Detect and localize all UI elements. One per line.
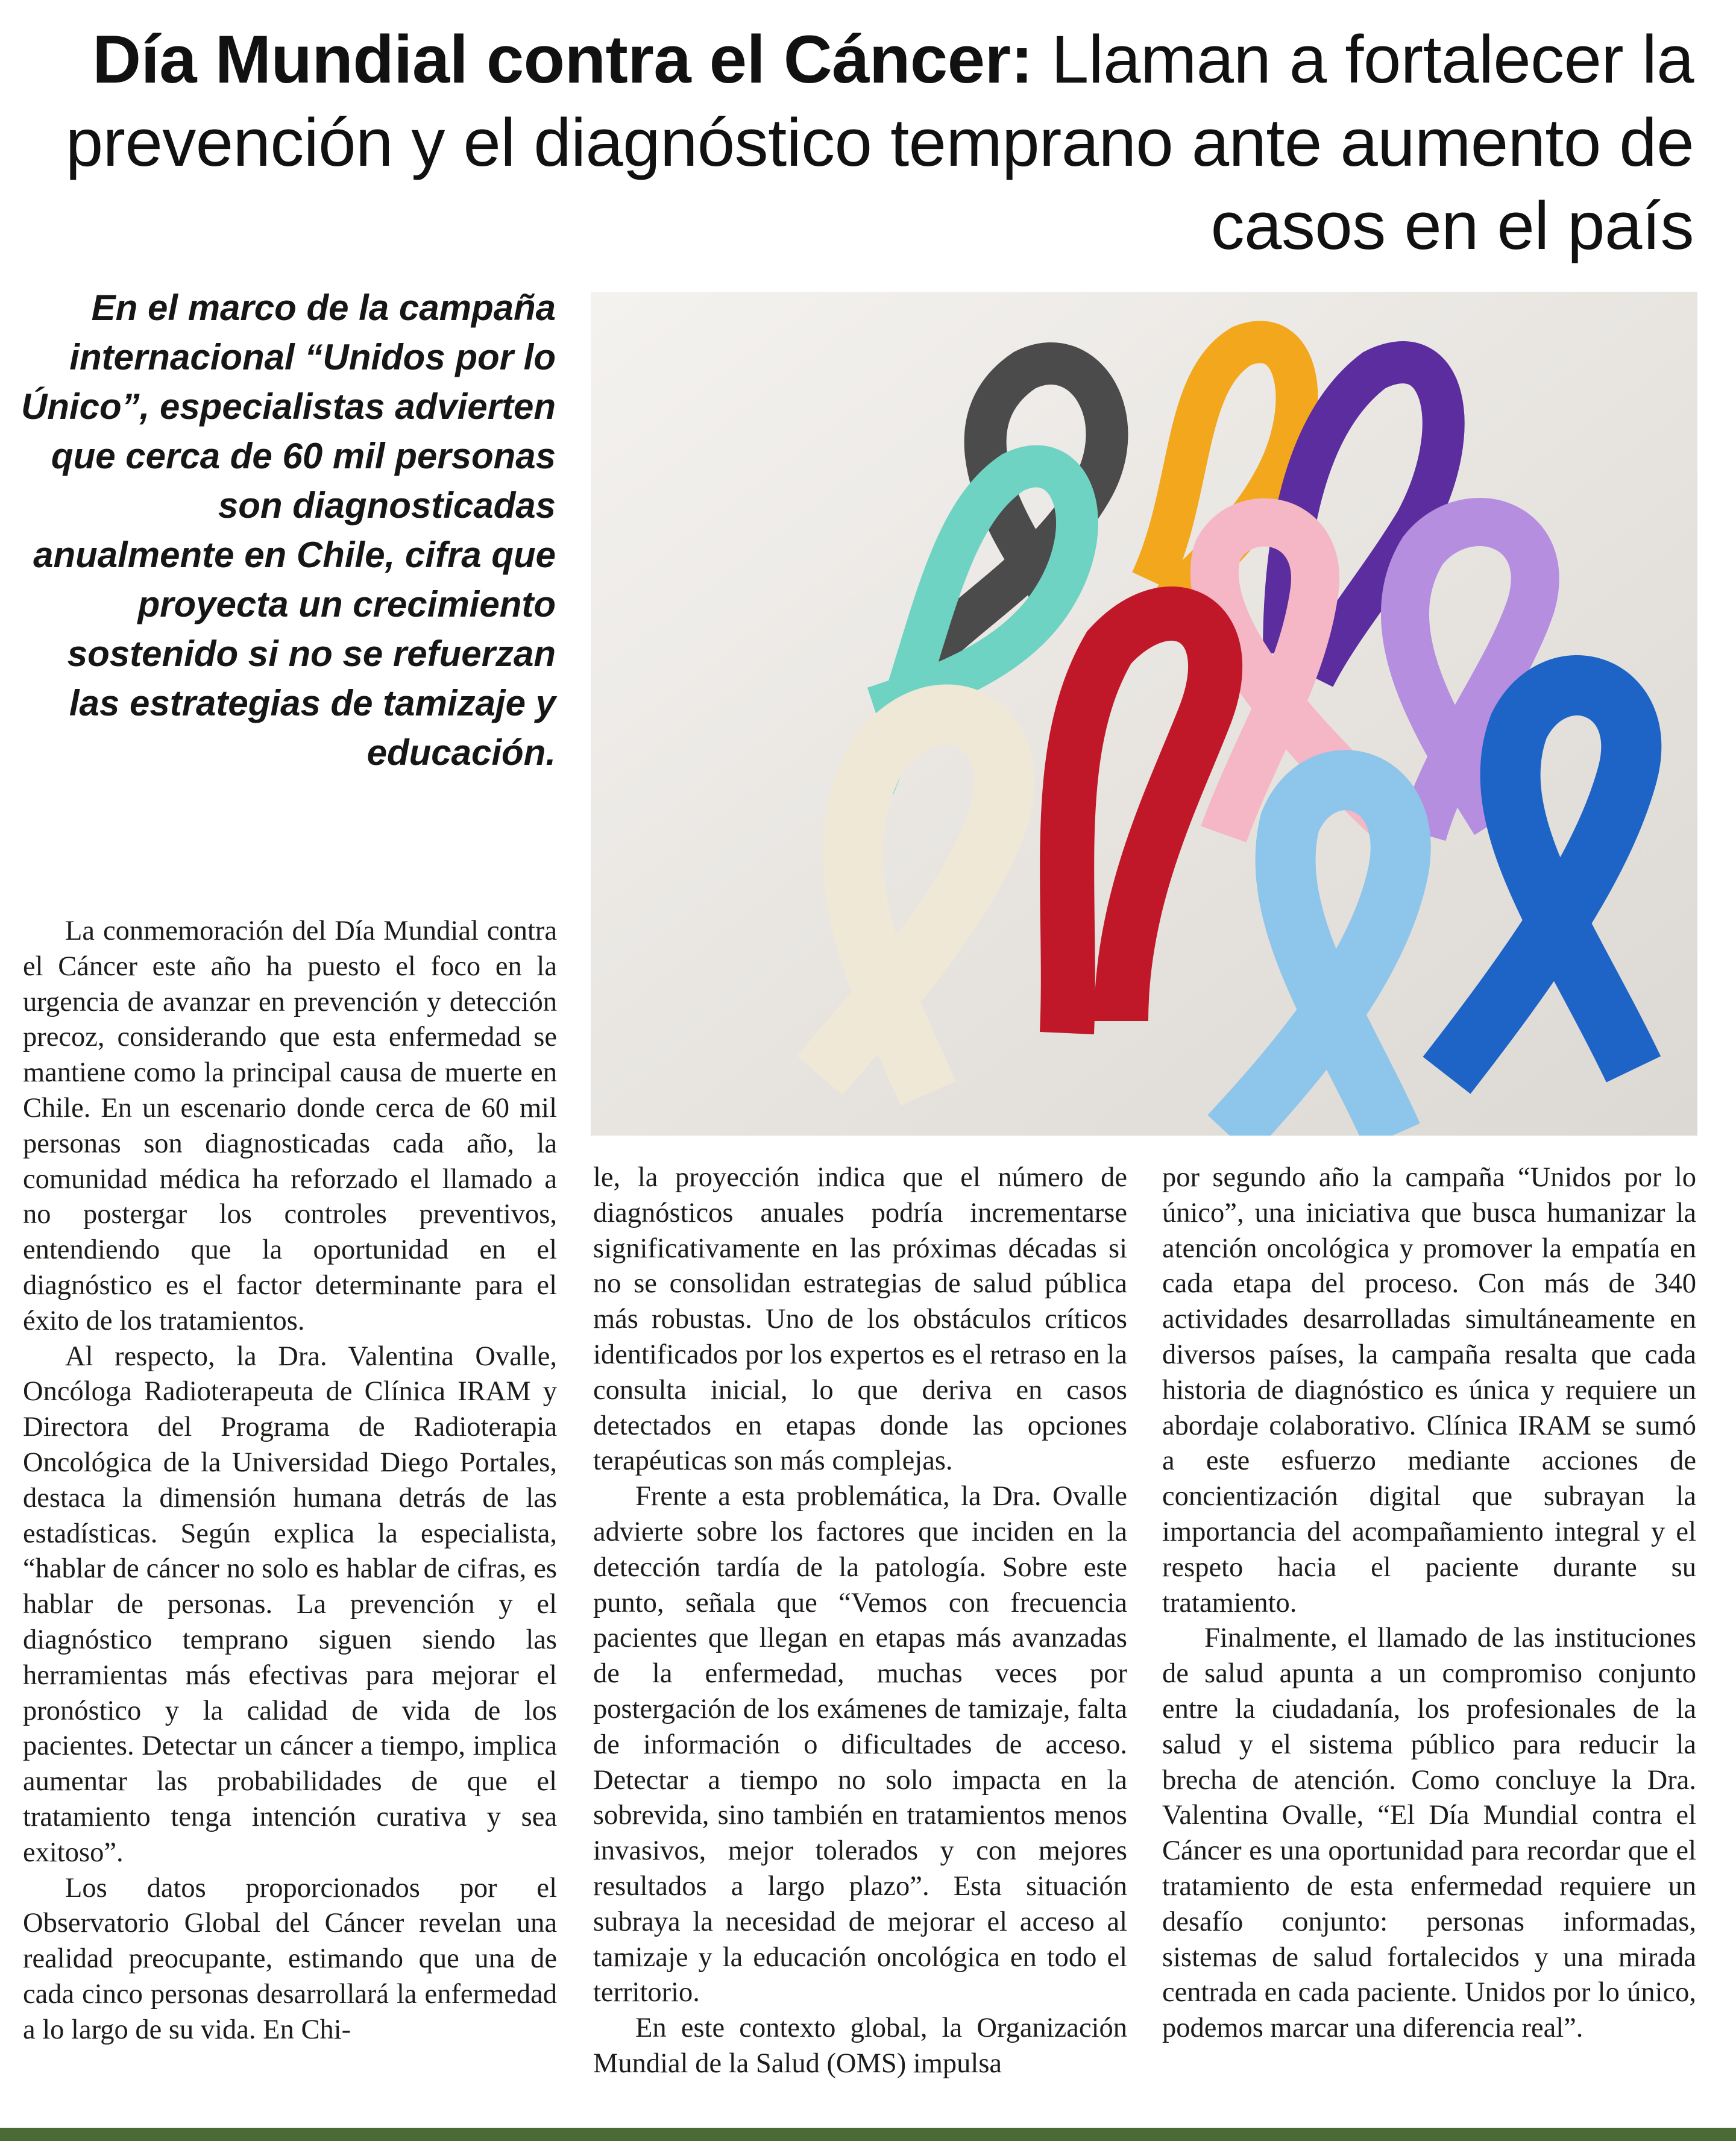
article-column-1 bbox=[23, 914, 557, 2048]
headline bbox=[54, 18, 1694, 268]
awareness-ribbons-photo bbox=[591, 292, 1697, 1136]
paragraph: En este contexto global, la Organización Mundial de la Salud (OMS) impulsa bbox=[593, 2013, 1127, 2079]
paragraph: Finalmente, el llamado de las instituciones de salud apunta a un compromiso conjunto entre la ciudadanía, los profesionales de la salud y el sistema público para reducir la brecha de atención. Como concluye la Dra. Valentina Ovalle, “El Día Mundial contra el Cáncer es una oportunidad para recordar que el tratamiento de esta enfermedad requiere un desafío conjunto: personas informadas, sistemas de salud fortalecidos y una mirada centrada en cada paciente. Unidos por lo único, podemos marcar una diferencia real”. bbox=[1162, 1623, 1696, 2044]
paragraph: por segundo año la campaña “Unidos por lo único”, una iniciativa que busca humanizar la atención oncológica y promover la empatía en cada etapa del proceso. Con más de 340 actividades desarrolladas simultáneamente en diversos países, la campaña resalta que cada historia de diagnóstico es única y requiere un abordaje colaborativo. Clínica IRAM se sumó a este esfuerzo mediante acciones de concientización digital que subrayan la importancia del acompañamiento integral y el respeto hacia el paciente durante su tratamiento. bbox=[1162, 1162, 1696, 1618]
headline-regular: Llaman a fortalecer la prevención y el diagnóstico temprano ante aumento de casos en el país bbox=[65, 22, 1694, 263]
headline-bold: Día Mundial contra el Cáncer: bbox=[92, 22, 1033, 97]
paragraph: Los datos proporcionados por el Observatorio Global del Cáncer revelan una realidad preocupante, estimando que una de cada cinco personas desarrollará la enfermedad a lo largo de su vida. En Chi- bbox=[23, 1872, 557, 2045]
paragraph: le, la proyección indica que el número de diagnósticos anuales podría incrementarse significativamente en las próximas décadas si no se consolidan estrategias de salud pública más robustas. Uno de los obstáculos críticos identificados por los expertos es el retraso en la consulta inicial, lo que deriva en casos detectados en etapas donde las opciones terapéuticas son más complejas. bbox=[593, 1162, 1127, 1477]
paragraph: Al respecto, la Dra. Valentina Ovalle, Oncóloga Radioterapeuta de Clínica IRAM y Directora del Programa de Radioterapia Oncológica de la Universidad Diego Portales, destaca la dimensión humana detrás de las estadísticas. Según explica la especialista, “hablar de cáncer no solo es hablar de cifras, es hablar de personas. La prevención y el diagnóstico temprano siguen siendo las herramientas más efectivas para mejorar el pronóstico y la calidad de vida de los pacientes. Detectar un cáncer a tiempo, implica aumentar las probabilidades de que el tratamiento tenga intención curativa y sea exitoso”. bbox=[23, 1341, 557, 1868]
article-column-3 bbox=[1162, 1160, 1696, 2046]
deck-subtitle: En el marco de la campaña internacional “Unidos por lo Único”, especialistas advierten que cerca de 60 mil personas son diagnosticadas anualmente en Chile, cifra que proyecta un crecimiento sostenido si no se refuerzan las estrategias de tamizaje y educación. bbox=[20, 288, 556, 773]
article-column-2 bbox=[593, 1160, 1127, 2082]
page-bottom-rule bbox=[0, 2128, 1736, 2141]
paragraph: La conmemoración del Día Mundial contra el Cáncer este año ha puesto el foco en la urgencia de avanzar en prevención y detección precoz, considerando que esta enfermedad se mantiene como la principal causa de muerte en Chile. En un escenario donde cerca de 60 mil personas son diagnosticadas cada año, la comunidad médica ha reforzado el llamado a no postergar los controles preventivos, entendiendo que la oportunidad en el diagnóstico es el factor determinante para el éxito de los tratamientos. bbox=[23, 916, 557, 1336]
ribbons-illustration bbox=[591, 292, 1697, 1136]
paragraph: Frente a esta problemática, la Dra. Ovalle advierte sobre los factores que inciden en la detección tardía de la patología. Sobre este punto, señala que “Vemos con frecuencia pacientes que llegan en etapas más avanzadas de la enfermedad, muchas veces por postergación de los exámenes de tamizaje, falta de información o dificultades de acceso. Detectar a tiempo no solo impacta en la sobrevida, sino también en tratamientos menos invasivos, mejor tolerados y con mejores resultados a largo plazo”. Esta situación subraya la necesidad de mejorar el acceso al tamizaje y la educación oncológica en todo el territorio. bbox=[593, 1481, 1127, 2008]
